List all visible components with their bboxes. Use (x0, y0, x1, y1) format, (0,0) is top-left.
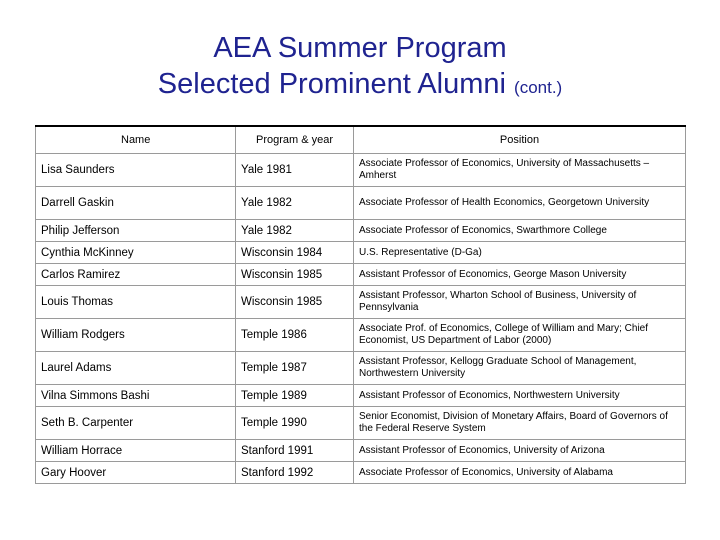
alumni-name: William Horrace (36, 440, 236, 462)
alumni-name: Cynthia McKinney (36, 242, 236, 264)
alumni-name: Lisa Saunders (36, 154, 236, 187)
alumni-program: Wisconsin 1984 (236, 242, 354, 264)
alumni-name: Darrell Gaskin (36, 187, 236, 220)
alumni-program: Yale 1981 (236, 154, 354, 187)
alumni-program: Temple 1989 (236, 385, 354, 407)
table-row (36, 440, 686, 462)
title-line-1: AEA Summer Program (213, 32, 507, 64)
header-position: Position (354, 126, 686, 154)
alumni-position: Associate Professor of Health Economics, Georgetown University (354, 187, 686, 220)
alumni-name: William Rodgers (36, 319, 236, 352)
header-name: Name (36, 126, 236, 154)
table-row (36, 319, 686, 352)
alumni-program: Wisconsin 1985 (236, 264, 354, 286)
title-line-2-main: Selected Prominent Alumni (157, 68, 506, 100)
alumni-program: Temple 1987 (236, 352, 354, 385)
alumni-position: Assistant Professor of Economics, Northwestern University (354, 385, 686, 407)
header-program: Program & year (236, 126, 354, 154)
alumni-name: Carlos Ramirez (36, 264, 236, 286)
alumni-program: Yale 1982 (236, 220, 354, 242)
alumni-name: Seth B. Carpenter (36, 407, 236, 440)
table-row (36, 407, 686, 440)
table-header-row (36, 126, 686, 154)
alumni-program: Stanford 1991 (236, 440, 354, 462)
alumni-program: Temple 1986 (236, 319, 354, 352)
alumni-position: Assistant Professor of Economics, University of Arizona (354, 440, 686, 462)
alumni-position: Associate Prof. of Economics, College of William and Mary; Chief Economist, US Department of Labor (2000) (354, 319, 686, 352)
alumni-program: Wisconsin 1985 (236, 286, 354, 319)
table-row (36, 242, 686, 264)
table-row (36, 286, 686, 319)
title-suffix: (cont.) (514, 78, 563, 97)
alumni-name: Gary Hoover (36, 462, 236, 484)
table-row (36, 385, 686, 407)
alumni-position: Associate Professor of Economics, Swarthmore College (354, 220, 686, 242)
alumni-position: Senior Economist, Division of Monetary Affairs, Board of Governors of the Federal Reserve System (354, 407, 686, 440)
alumni-position: Assistant Professor of Economics, George Mason University (354, 264, 686, 286)
alumni-position: Associate Professor of Economics, University of Massachusetts – Amherst (354, 154, 686, 187)
alumni-name: Laurel Adams (36, 352, 236, 385)
alumni-program: Yale 1982 (236, 187, 354, 220)
alumni-name: Vilna Simmons Bashi (36, 385, 236, 407)
alumni-program: Stanford 1992 (236, 462, 354, 484)
alumni-program: Temple 1990 (236, 407, 354, 440)
title-line-2 (0, 66, 720, 106)
alumni-name: Philip Jefferson (36, 220, 236, 242)
table-row (36, 154, 686, 187)
alumni-position: Assistant Professor, Wharton School of Business, University of Pennsylvania (354, 286, 686, 319)
table-row (36, 220, 686, 242)
table-row (36, 264, 686, 286)
alumni-position: Assistant Professor, Kellogg Graduate School of Management, Northwestern University (354, 352, 686, 385)
alumni-position: Associate Professor of Economics, University of Alabama (354, 462, 686, 484)
table-row (36, 352, 686, 385)
alumni-name: Louis Thomas (36, 286, 236, 319)
alumni-table (35, 125, 686, 484)
table-row (36, 187, 686, 220)
alumni-position: U.S. Representative (D-Ga) (354, 242, 686, 264)
page-title (0, 30, 720, 106)
table-row (36, 462, 686, 484)
